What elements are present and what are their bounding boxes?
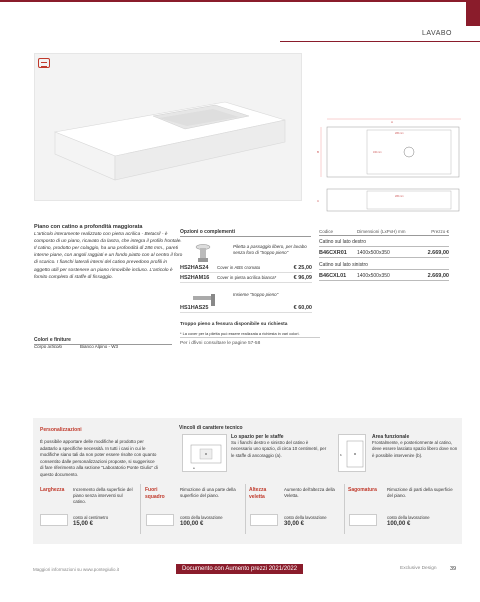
custom3-cost-label: costo della lavorazione <box>284 515 327 520</box>
custom4-cost: 100,00 € <box>387 521 411 527</box>
vincolo1-diagram <box>182 434 227 472</box>
brand-logo-icon <box>38 58 50 68</box>
custom3-title: Altezza veletta <box>249 487 267 500</box>
colori-value: Bianco Alpino - W3 <box>80 344 119 349</box>
option-code: HS1HAS25 <box>180 305 209 311</box>
staffe-diagram <box>183 435 228 473</box>
option-price: € 25,00 <box>293 265 312 271</box>
overflow-note: * La cover per la piletta può essere realizzata a richiesta in vari colori. <box>180 331 320 338</box>
vincolo2-label: b <box>340 453 342 457</box>
custom3-desc: Aumento dell'altezza della Veletta. <box>284 487 335 499</box>
custom1-thumb <box>40 514 68 526</box>
footer-brand: Exclusive Design <box>400 566 437 571</box>
custom1-title: Larghezza <box>40 487 65 493</box>
vincolo1-label: a <box>193 466 195 470</box>
table-row <box>319 272 449 281</box>
drain-icon <box>183 242 233 264</box>
option2-desc: Insieme "troppo pieno" <box>233 292 279 297</box>
custom4-cost-label: costo della lavorazione <box>387 515 430 520</box>
row-code: B46CXR01 <box>319 250 347 256</box>
row-code: B46CXL01 <box>319 273 347 279</box>
custom3-thumb <box>250 514 278 526</box>
technical-drawing <box>313 117 463 222</box>
pers-text: È possibile apportare delle modifiche al prodotto per adattarlo a specifiche necessità. In tutti i casi in cui le modifiche siano tali da non poter essere risolte con quanto consentito dalle personalizzazioni proposte, si suggerisce di fare riferimento alla sezione "Laboratorio Ponte Giulio" di questo documento. <box>40 439 158 477</box>
dim-c-label: C <box>317 199 320 203</box>
dim-mid-label: 160 mm <box>373 151 382 154</box>
footer-link[interactable]: Maggiori informazioni su www.pontegiulio.it <box>33 567 120 572</box>
product-description-text: L'articolo interamente realizzato con pietra acrilica - Betacril - è composto di un piano, ricavato da lastra, che integra il profilo frontale. Il catino, prodotto per colaggio, ha una profondità di 286 mm., pareti interne piane, con angoli raggiati e un fondo piatto con al centro il foro di scarico. I fianchi laterali interni del catino prevedono profili in aggetto utili per sostenere un piano rimovibile incluso. L'articolo è fornito completo di staffe di fissaggio. <box>34 232 183 280</box>
drain-image <box>183 242 233 264</box>
row-dim: 1400x500x350 <box>357 273 390 279</box>
option-desc: Cover in ABS cromato <box>217 265 261 270</box>
option-row <box>180 275 312 283</box>
option-row <box>180 265 312 273</box>
custom2-desc: Rimozione di una parte della superficie del piano. <box>180 487 236 499</box>
vincolo1-text: Su i fianchi destro e sinistro del catino è necessario uno spazio, di circa 10 centimetri, per le staffe di ancoraggio (a). <box>231 440 327 458</box>
colori-title: Colori e finiture <box>34 337 172 345</box>
table-group: Catino sul lato sinistro <box>319 261 449 270</box>
vincolo2-diagram <box>338 434 366 472</box>
custom4-title: Sagomatura <box>348 487 377 493</box>
area-diagram <box>339 435 367 473</box>
option-code: HS2HAS24 <box>180 265 209 271</box>
divider <box>140 484 141 534</box>
option1-desc: Piletta a passaggio libero, per lavabo senza foro di "troppo pieno" <box>233 244 307 255</box>
top-accent-bar <box>0 0 480 2</box>
custom2-cost: 100,00 € <box>180 521 204 527</box>
vincolo2 <box>372 434 458 459</box>
product-title: Piano con catino a profondità maggiorata <box>34 224 143 230</box>
colori-row <box>34 344 172 349</box>
corner-tab <box>466 0 480 26</box>
row-price: 2.669,00 <box>427 250 449 256</box>
options-title: Opzioni o complementi <box>180 229 311 237</box>
vincoli-title: Vincoli di carattere tecnico <box>179 425 243 431</box>
vincolo1 <box>231 434 329 459</box>
pers-title: Personalizzazioni <box>40 427 82 433</box>
overflow-title: Troppo pieno a fessura disponibile su richiesta <box>180 322 288 327</box>
dim-a-label: A <box>391 120 394 124</box>
price-table-header <box>319 229 449 236</box>
product-description <box>34 224 184 281</box>
col-dim: Dimensioni (LxPxH) mm <box>357 229 406 234</box>
custom1-cost-label: costo al centimetro <box>73 515 109 520</box>
divider <box>344 484 345 534</box>
row-dim: 1400x500x350 <box>357 250 390 256</box>
dim-b-label: B <box>317 150 320 154</box>
option-code: HS2HAM16 <box>180 275 210 281</box>
dim-bottom-label: 286 mm <box>395 195 404 198</box>
table-row <box>319 249 449 258</box>
section-label: LAVABO <box>422 30 452 37</box>
product-image <box>34 53 302 201</box>
divider <box>245 484 246 534</box>
custom2-cost-label: costo della lavorazione <box>180 515 223 520</box>
custom4-thumb <box>349 514 377 526</box>
overflow-ref: Per i dfivni consultare le pagine 57-58 <box>180 341 261 346</box>
custom1-cost: 15,00 € <box>73 521 94 527</box>
washbasin-illustration <box>35 54 303 202</box>
col-code: Codice <box>319 229 334 234</box>
table-group: Catino sul lato destro <box>319 238 449 247</box>
custom1-desc: Incremento della superficie del piano senza interventi sul catino. <box>73 487 133 505</box>
option-desc: Cover in pietra acrilica bianca* <box>217 275 277 280</box>
option-price: € 96,09 <box>293 275 312 281</box>
option-price: € 60,00 <box>293 305 312 311</box>
vincolo2-title: Area funzionale <box>372 434 410 440</box>
dimension-drawing <box>313 117 463 222</box>
section-rule <box>280 41 480 42</box>
custom3-cost: 30,00 € <box>284 521 305 527</box>
custom2-thumb <box>146 514 174 526</box>
page-number: 39 <box>450 566 457 572</box>
custom2-title: Fuori squadro <box>145 487 165 500</box>
vincolo1-title: Lo spazio per le staffe <box>231 434 284 440</box>
row-price: 2.669,00 <box>427 273 449 279</box>
custom4-desc: Rimozione di parti della superficie del piano. <box>387 487 453 499</box>
option-row <box>180 305 312 313</box>
footer-badge: Documento con Aumento prezzi 2021/2022 <box>176 564 303 574</box>
col-price: Prezzo € <box>431 229 449 234</box>
vincolo2-text: Frontalmente, e posteriormente al catino, deve essere lasciato spazio libero dove non è possibile intervenire (b). <box>372 440 458 458</box>
colori-label: Corpo articolo <box>34 344 63 349</box>
dim-top-label: 286 mm <box>395 132 404 135</box>
